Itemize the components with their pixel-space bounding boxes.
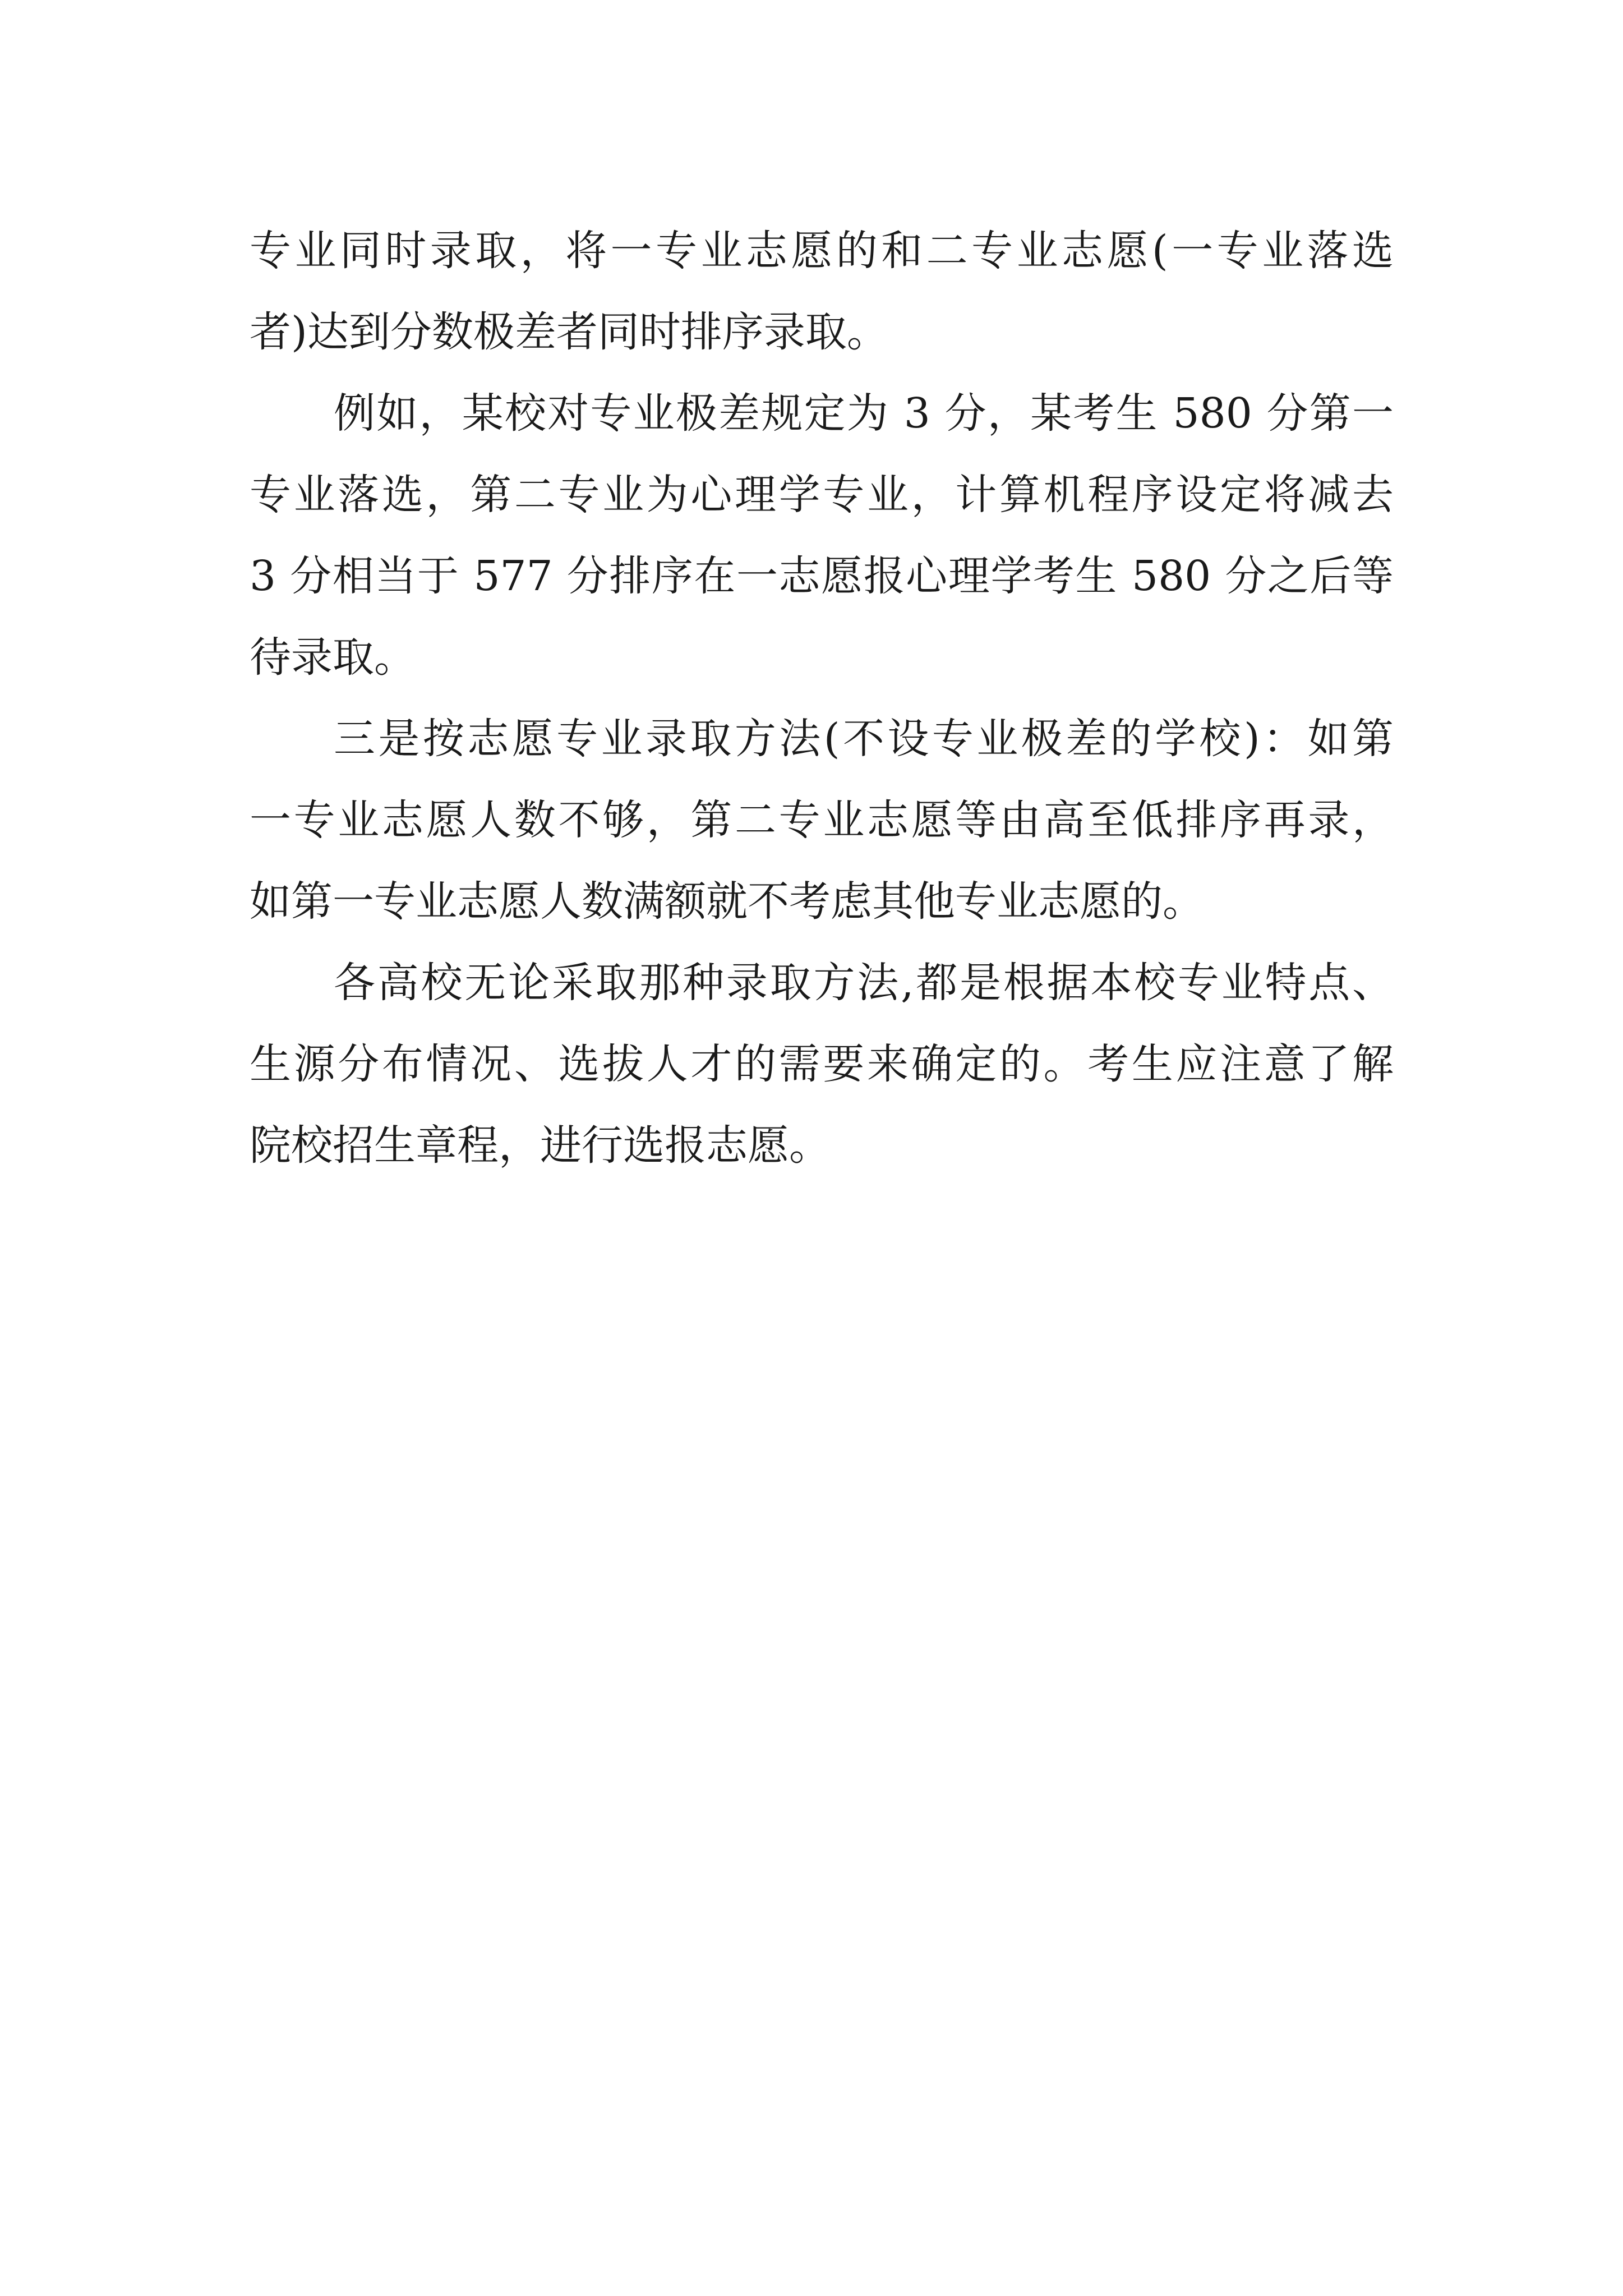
text-line: 3 分相当于 577 分排序在一志愿报心理学考生 580 分之后等	[250, 552, 1394, 600]
text-line: 院校招生章程，进行选报志愿。	[250, 1121, 831, 1170]
paragraph-3	[250, 698, 1394, 942]
paragraph-2	[250, 373, 1394, 698]
paragraph-4	[250, 942, 1394, 1186]
text-line: 生源分布情况、选拔人才的需要来确定的。考生应注意了解	[250, 1040, 1394, 1088]
text-line: 例如，某校对专业极差规定为 3 分，某考生 580 分第一	[334, 389, 1394, 438]
text-line: 者)达到分数极差者同时排序录取。	[250, 308, 888, 356]
text-line: 如第一专业志愿人数满额就不考虑其他专业志愿的。	[250, 877, 1204, 926]
text-line: 专业落选，第二专业为心理学专业，计算机程序设定将减去	[250, 471, 1394, 519]
body-text	[250, 210, 1394, 1186]
text-line: 专业同时录取，将一专业志愿的和二专业志愿(一专业落选	[250, 227, 1394, 275]
paragraph-1	[250, 210, 1394, 373]
text-line: 三是按志愿专业录取方法(不设专业极差的学校)：如第	[334, 715, 1394, 763]
text-line: 待录取。	[250, 633, 416, 682]
text-line: 一专业志愿人数不够，第二专业志愿等由高至低排序再录，	[250, 796, 1394, 844]
text-line: 各高校无论采取那种录取方法,都是根据本校专业特点、	[334, 959, 1394, 1007]
